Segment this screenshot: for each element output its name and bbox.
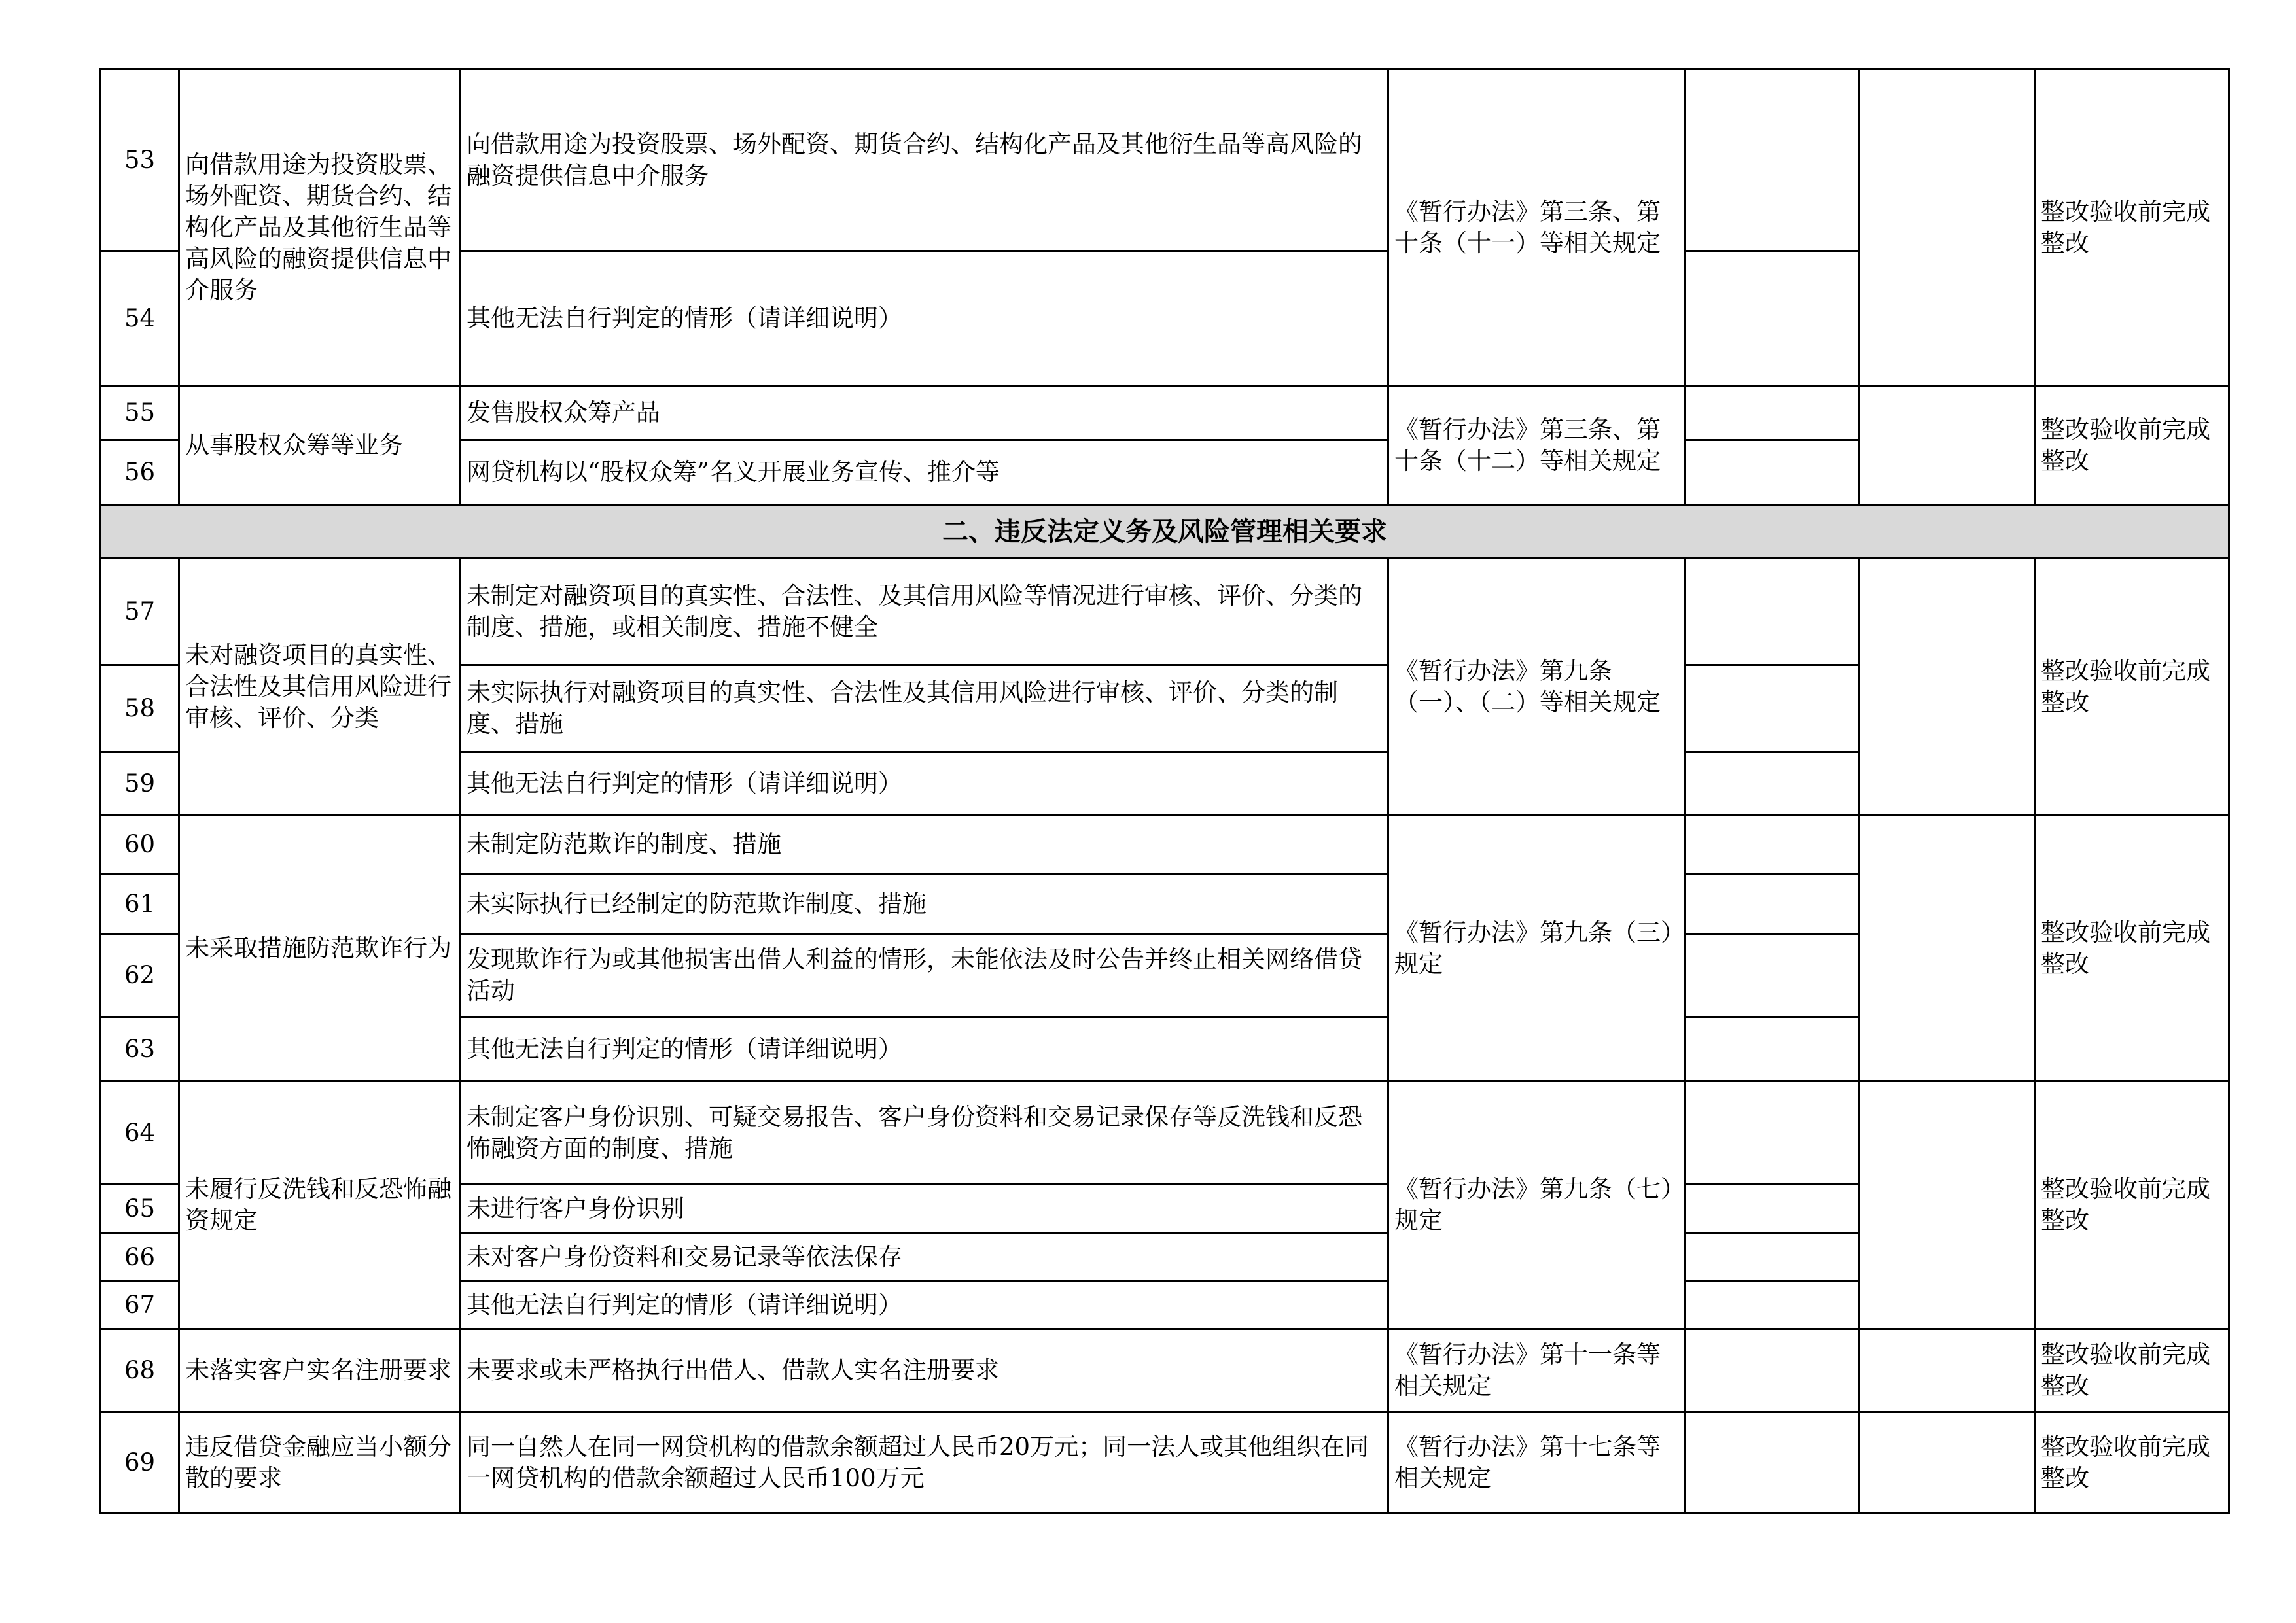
table-row [101,69,2229,251]
category-cell: 未对融资项目的真实性、合法性及其信用风险进行审核、评价、分类 [179,559,461,816]
row-number: 64 [101,1081,179,1185]
row-number: 60 [101,816,179,874]
item-cell: 同一自然人在同一网贷机构的借款余额超过人民币20万元；同一法人或其他组织在同一网贷机构的借款余额超过人民币100万元 [461,1412,1388,1513]
blank-cell[interactable] [1860,559,2035,816]
basis-cell: 《暂行办法》第三条、第十条（十二）等相关规定 [1388,386,1685,505]
table-row [101,559,2229,665]
row-number: 63 [101,1017,179,1081]
blank-cell[interactable] [1685,934,1860,1017]
table-row [101,816,2229,874]
section-title: 二、违反法定义务及风险管理相关要求 [101,505,2229,559]
blank-cell[interactable] [1685,440,1860,505]
item-cell: 其他无法自行判定的情形（请详细说明） [461,1281,1388,1329]
blank-cell[interactable] [1685,1412,1860,1513]
row-number: 53 [101,69,179,251]
blank-cell[interactable] [1685,752,1860,816]
row-number: 56 [101,440,179,505]
row-number: 62 [101,934,179,1017]
item-cell: 未对客户身份资料和交易记录等依法保存 [461,1234,1388,1281]
category-cell: 未履行反洗钱和反恐怖融资规定 [179,1081,461,1329]
item-cell: 网贷机构以“股权众筹”名义开展业务宣传、推介等 [461,440,1388,505]
item-cell: 未制定防范欺诈的制度、措施 [461,816,1388,874]
rectify-cell: 整改验收前完成整改 [2035,1412,2229,1513]
rectify-cell: 整改验收前完成整改 [2035,1329,2229,1412]
category-cell: 向借款用途为投资股票、场外配资、期货合约、结构化产品及其他衍生品等高风险的融资提供信息中介服务 [179,69,461,386]
item-cell: 其他无法自行判定的情形（请详细说明） [461,752,1388,816]
blank-cell[interactable] [1860,69,2035,386]
category-cell: 未采取措施防范欺诈行为 [179,816,461,1081]
inspection-table [99,68,2230,1514]
blank-cell[interactable] [1860,1412,2035,1513]
item-cell: 未制定对融资项目的真实性、合法性、及其信用风险等情况进行审核、评价、分类的制度、措施，或相关制度、措施不健全 [461,559,1388,665]
item-cell: 向借款用途为投资股票、场外配资、期货合约、结构化产品及其他衍生品等高风险的融资提供信息中介服务 [461,69,1388,251]
section-header-row [101,505,2229,559]
blank-cell[interactable] [1685,1185,1860,1234]
blank-cell[interactable] [1685,69,1860,251]
table-row [101,1412,2229,1513]
rectify-cell: 整改验收前完成整改 [2035,816,2229,1081]
blank-cell[interactable] [1860,1329,2035,1412]
row-number: 69 [101,1412,179,1513]
item-cell: 未实际执行已经制定的防范欺诈制度、措施 [461,874,1388,934]
item-cell: 未要求或未严格执行出借人、借款人实名注册要求 [461,1329,1388,1412]
item-cell: 未实际执行对融资项目的真实性、合法性及其信用风险进行审核、评价、分类的制度、措施 [461,665,1388,752]
table-row [101,1081,2229,1185]
row-number: 66 [101,1234,179,1281]
rectify-cell: 整改验收前完成整改 [2035,1081,2229,1329]
table-row [101,1329,2229,1412]
row-number: 55 [101,386,179,440]
blank-cell[interactable] [1685,1329,1860,1412]
item-cell: 未制定客户身份识别、可疑交易报告、客户身份资料和交易记录保存等反洗钱和反恐怖融资方面的制度、措施 [461,1081,1388,1185]
basis-cell: 《暂行办法》第九条（一）、（二）等相关规定 [1388,559,1685,816]
blank-cell[interactable] [1685,1081,1860,1185]
basis-cell: 《暂行办法》第九条（七）规定 [1388,1081,1685,1329]
basis-cell: 《暂行办法》第九条（三）规定 [1388,816,1685,1081]
blank-cell[interactable] [1685,1017,1860,1081]
blank-cell[interactable] [1685,386,1860,440]
blank-cell[interactable] [1860,1081,2035,1329]
blank-cell[interactable] [1685,874,1860,934]
blank-cell[interactable] [1685,1234,1860,1281]
basis-cell: 《暂行办法》第十一条等相关规定 [1388,1329,1685,1412]
row-number: 65 [101,1185,179,1234]
blank-cell[interactable] [1860,386,2035,505]
rectify-cell: 整改验收前完成整改 [2035,386,2229,505]
category-cell: 从事股权众筹等业务 [179,386,461,505]
item-cell: 未进行客户身份识别 [461,1185,1388,1234]
item-cell: 其他无法自行判定的情形（请详细说明） [461,251,1388,386]
blank-cell[interactable] [1685,665,1860,752]
item-cell: 发现欺诈行为或其他损害出借人利益的情形，未能依法及时公告并终止相关网络借贷活动 [461,934,1388,1017]
row-number: 58 [101,665,179,752]
row-number: 68 [101,1329,179,1412]
row-number: 67 [101,1281,179,1329]
row-number: 57 [101,559,179,665]
item-cell: 发售股权众筹产品 [461,386,1388,440]
category-cell: 违反借贷金融应当小额分散的要求 [179,1412,461,1513]
blank-cell[interactable] [1685,1281,1860,1329]
rectify-cell: 整改验收前完成整改 [2035,69,2229,386]
blank-cell[interactable] [1685,559,1860,665]
item-cell: 其他无法自行判定的情形（请详细说明） [461,1017,1388,1081]
blank-cell[interactable] [1685,251,1860,386]
category-cell: 未落实客户实名注册要求 [179,1329,461,1412]
rectify-cell: 整改验收前完成整改 [2035,559,2229,816]
row-number: 61 [101,874,179,934]
table-row [101,386,2229,440]
blank-cell[interactable] [1860,816,2035,1081]
basis-cell: 《暂行办法》第三条、第十条（十一）等相关规定 [1388,69,1685,386]
blank-cell[interactable] [1685,816,1860,874]
basis-cell: 《暂行办法》第十七条等相关规定 [1388,1412,1685,1513]
row-number: 59 [101,752,179,816]
row-number: 54 [101,251,179,386]
